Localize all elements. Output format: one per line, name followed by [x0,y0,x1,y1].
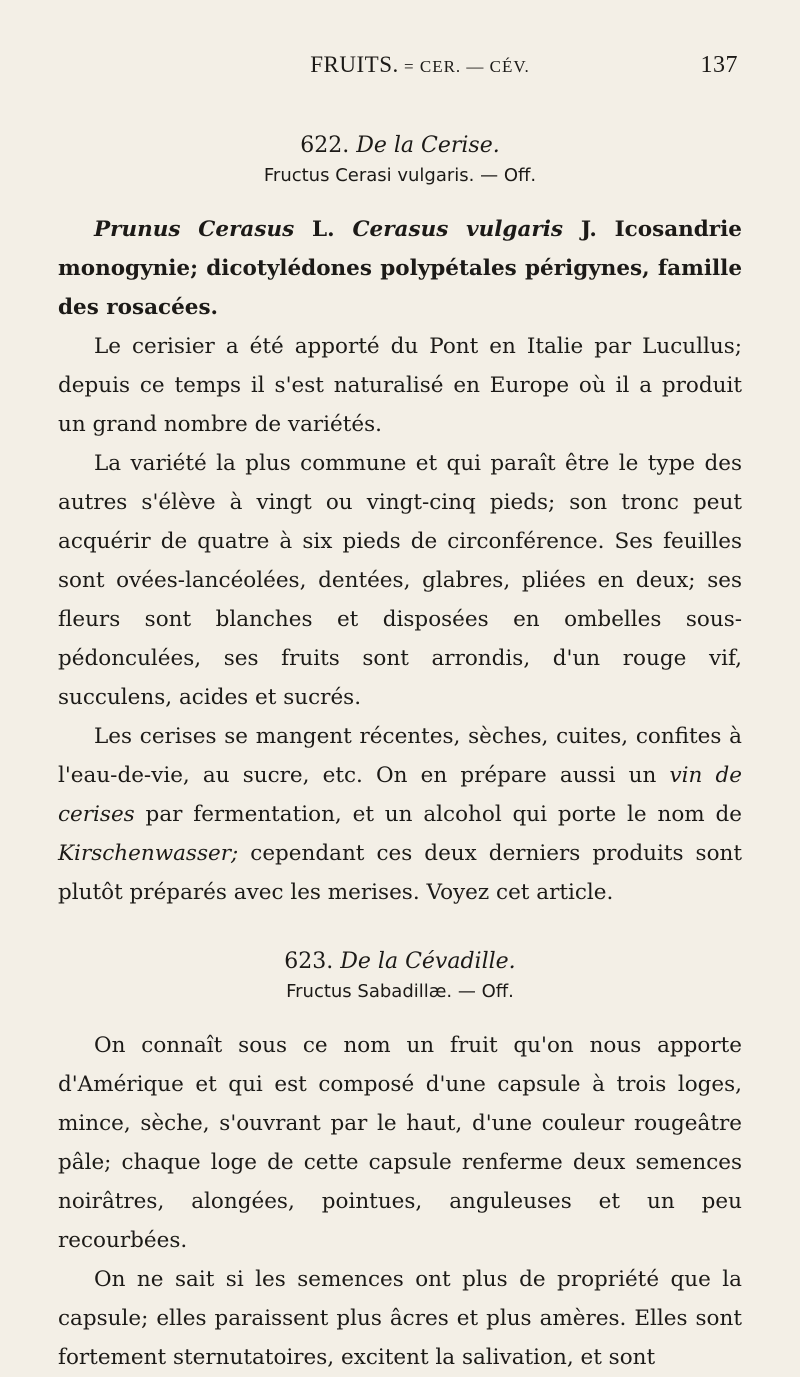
running-head-title: FRUITS. = CER. — CÉV. [310,52,530,77]
entry-title-cerise: 622. De la Cerise. [300,133,500,158]
paragraph-history: Le cerisier a été apporté du Pont en Italie par Lucullus; depuis ce temps il s'est naturalisé en Europe où il a produit un grand nombre de variétés. [58,334,742,437]
paragraph-cevadille-properties: On ne sait si les semences ont plus de propriété que la capsule; elles paraissent plus âcres et plus amères. Elles sont fortement sternutatoires, excitent la salivation, et sont [58,1267,742,1370]
entry-title-cevadille: 623. De la Cévadille. [284,949,516,974]
page-number: 137 [700,52,738,78]
paragraph-classification: Prunus Cerasus L. Cerasus vulgaris J. Icosandrie monogynie; dicotylédones polypétales périgynes, famille des rosacées. [58,217,742,320]
paragraph-cevadille-description: On connaît sous ce nom un fruit qu'on nous apporte d'Amérique et qui est composé d'une capsule à trois loges, mince, sèche, s'ouvrant par le haut, d'une couleur rougeâtre pâle; chaque loge de cette capsule renferme deux semences noirâtres, alongées, pointues, anguleuses et un peu recourbées. [58,1033,742,1253]
paragraph-description: La variété la plus commune et qui paraît être le type des autres s'élève à vingt ou vingt-cinq pieds; son tronc peut acquérir de quatre à six pieds de circonférence. Ses feuilles sont ovées-lancéolées, dentées, glabres, pliées en deux; ses fleurs sont blanches et disposées en ombelles sous-pédonculées, ses fruits sont arrondis, d'un rouge vif, succulens, acides et sucrés. [58,451,742,710]
running-head [58,52,742,92]
paragraph-uses: Les cerises se mangent récentes, sèches, cuites, confites à l'eau-de-vie, au sucre, etc. On en prépare aussi un vin de cerises par fermentation, et un alcohol qui porte le nom de Kirschenwasser; cependant ces deux derniers produits sont plutôt préparés avec les merises. Voyez cet article. [58,724,742,905]
entry-subtitle-cerise: Fructus Cerasi vulgaris. — Off. [263,165,537,186]
entry-subtitle-cevadille: Fructus Sabadillæ. — Off. [286,981,514,1002]
